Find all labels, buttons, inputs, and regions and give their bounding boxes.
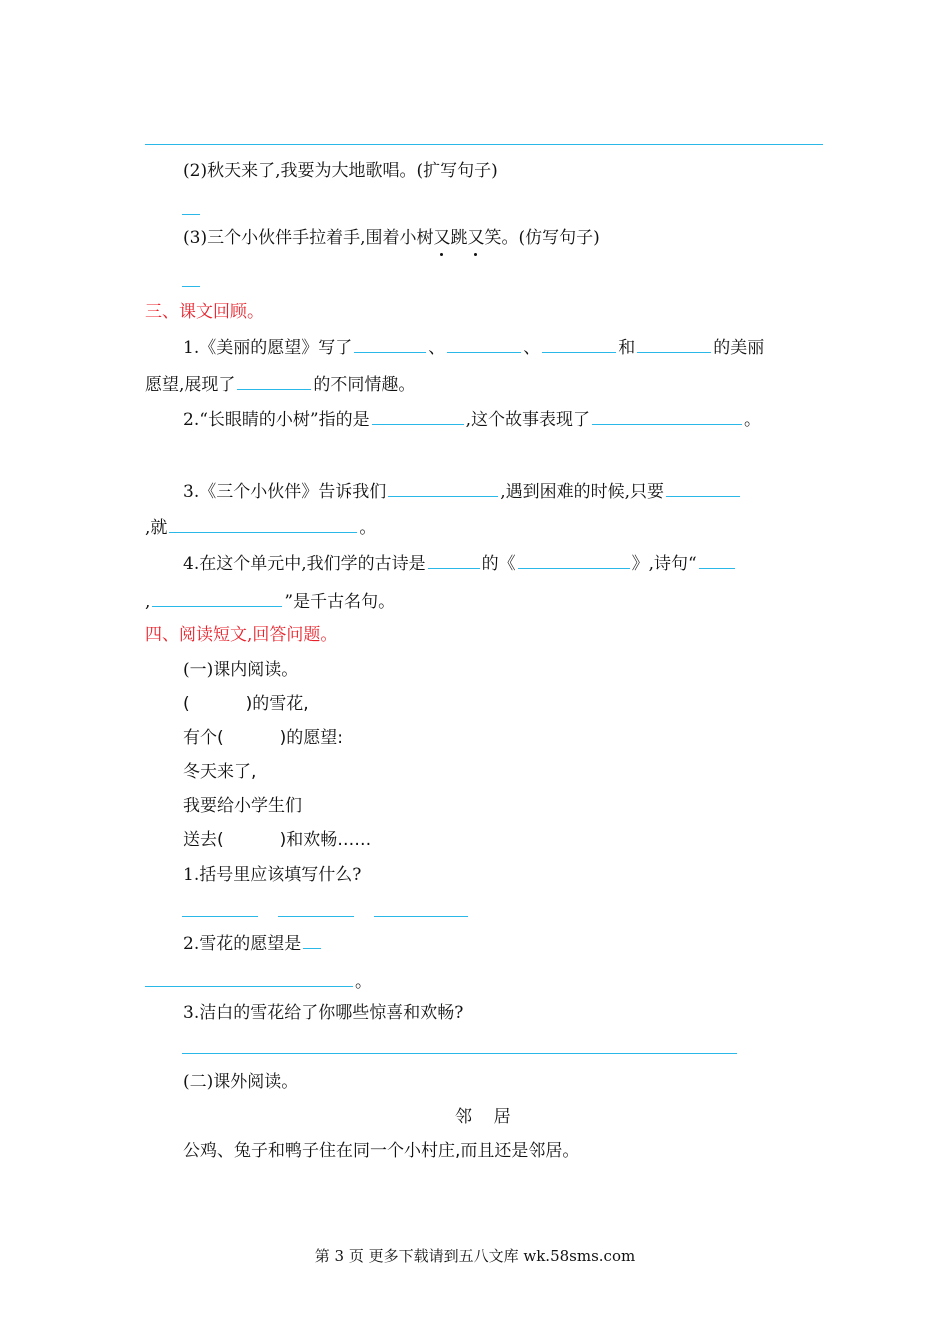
fill-blank[interactable] bbox=[542, 336, 616, 353]
fill-blank[interactable] bbox=[372, 408, 464, 425]
s3-q4-line2 bbox=[145, 590, 395, 613]
answer-line bbox=[374, 916, 468, 917]
fill-blank[interactable] bbox=[699, 552, 735, 569]
section-3-heading: 三、课文回顾。 bbox=[145, 302, 264, 322]
text: 2.“长眼睛的小树”指的是 bbox=[183, 410, 370, 430]
s4-q3: 3.洁白的雪花给了你哪些惊喜和欢畅? bbox=[183, 1003, 464, 1023]
poem-line bbox=[183, 829, 371, 851]
text: 的《 bbox=[481, 554, 516, 574]
text: 、 bbox=[428, 338, 446, 358]
s3-q3-line1 bbox=[183, 480, 742, 503]
s3-q2 bbox=[183, 408, 761, 431]
answer-line-short bbox=[182, 214, 200, 215]
s4-q2 bbox=[183, 932, 323, 955]
s4-q2-line2 bbox=[145, 970, 372, 993]
text: ,这个故事表现了 bbox=[465, 410, 591, 430]
text: 》,诗句“ bbox=[631, 554, 697, 574]
text: 。 bbox=[744, 410, 762, 430]
page-footer: 第 3 页 更多下载请到五八文库 wk.58sms.com bbox=[314, 1247, 636, 1265]
text: 4.在这个单元中,我们学的古诗是 bbox=[183, 554, 426, 574]
text: ”是千古名句。 bbox=[284, 592, 396, 612]
text: )的愿望: bbox=[279, 728, 344, 748]
text: 的美丽 bbox=[713, 338, 765, 358]
answer-line bbox=[182, 1053, 737, 1054]
fill-blank[interactable] bbox=[637, 336, 711, 353]
text: )的雪花, bbox=[245, 694, 309, 714]
q-text: (3)三个小伙伴手拉着手,围着小树 bbox=[183, 228, 434, 248]
text: 和 bbox=[618, 338, 636, 358]
fill-blank[interactable] bbox=[152, 590, 282, 607]
fill-blank[interactable] bbox=[303, 932, 321, 949]
text: 2.雪花的愿望是 bbox=[183, 934, 302, 954]
poem-line bbox=[183, 727, 343, 749]
fill-blank[interactable] bbox=[237, 373, 311, 390]
text: 。 bbox=[359, 518, 377, 538]
fill-blank[interactable] bbox=[428, 552, 480, 569]
poem-line: 我要给小学生们 bbox=[183, 796, 302, 816]
q-text: 笑。(仿写句子) bbox=[484, 228, 600, 248]
text: 3.《三个小伙伴》告诉我们 bbox=[183, 482, 387, 502]
s3-q1-line1 bbox=[183, 336, 764, 359]
fill-blank[interactable] bbox=[169, 516, 357, 533]
question-2-3 bbox=[183, 227, 600, 249]
poem-line bbox=[183, 693, 309, 715]
fill-blank[interactable] bbox=[354, 336, 426, 353]
fill-blank[interactable] bbox=[518, 552, 630, 569]
fill-blank[interactable] bbox=[145, 970, 353, 987]
answer-line bbox=[182, 916, 258, 917]
s3-q1-line2 bbox=[145, 373, 415, 396]
text: 送去( bbox=[183, 830, 224, 850]
answer-line bbox=[278, 916, 354, 917]
text: ( bbox=[183, 694, 190, 714]
s4-part1-title: (一)课内阅读。 bbox=[183, 660, 299, 680]
story-paragraph: 公鸡、兔子和鸭子住在同一个小村庄,而且还是邻居。 bbox=[183, 1141, 580, 1161]
s4-q1: 1.括号里应该填写什么? bbox=[183, 865, 362, 885]
fill-blank[interactable] bbox=[447, 336, 521, 353]
text: 1.《美丽的愿望》写了 bbox=[183, 338, 353, 358]
answer-line-short bbox=[182, 286, 200, 287]
s3-q4-line1 bbox=[183, 552, 737, 575]
emphasis-char: 又 bbox=[433, 228, 451, 248]
text: 有个( bbox=[183, 728, 224, 748]
poem-line: 冬天来了, bbox=[183, 762, 257, 782]
fill-blank[interactable] bbox=[666, 480, 740, 497]
question-2-2: (2)秋天来了,我要为大地歌唱。(扩写句子) bbox=[183, 161, 498, 181]
emphasis-char: 又 bbox=[467, 228, 485, 248]
story-title: 邻 居 bbox=[455, 1107, 511, 1127]
text: ,遇到困难的时候,只要 bbox=[500, 482, 665, 502]
text: 的不同情趣。 bbox=[313, 375, 416, 395]
fill-blank[interactable] bbox=[388, 480, 498, 497]
section-4-heading: 四、阅读短文,回答问题。 bbox=[145, 625, 338, 645]
text: 、 bbox=[523, 338, 541, 358]
text: ,就 bbox=[145, 518, 168, 538]
s4-part2-title: (二)课外阅读。 bbox=[183, 1072, 299, 1092]
text: )和欢畅…… bbox=[279, 830, 372, 850]
text: 愿望,展现了 bbox=[145, 375, 236, 395]
text: , bbox=[145, 592, 151, 612]
answer-line bbox=[145, 144, 823, 145]
s3-q3-line2 bbox=[145, 516, 376, 539]
q-text: 跳 bbox=[450, 228, 468, 248]
text: 。 bbox=[355, 972, 372, 992]
fill-blank[interactable] bbox=[592, 408, 742, 425]
